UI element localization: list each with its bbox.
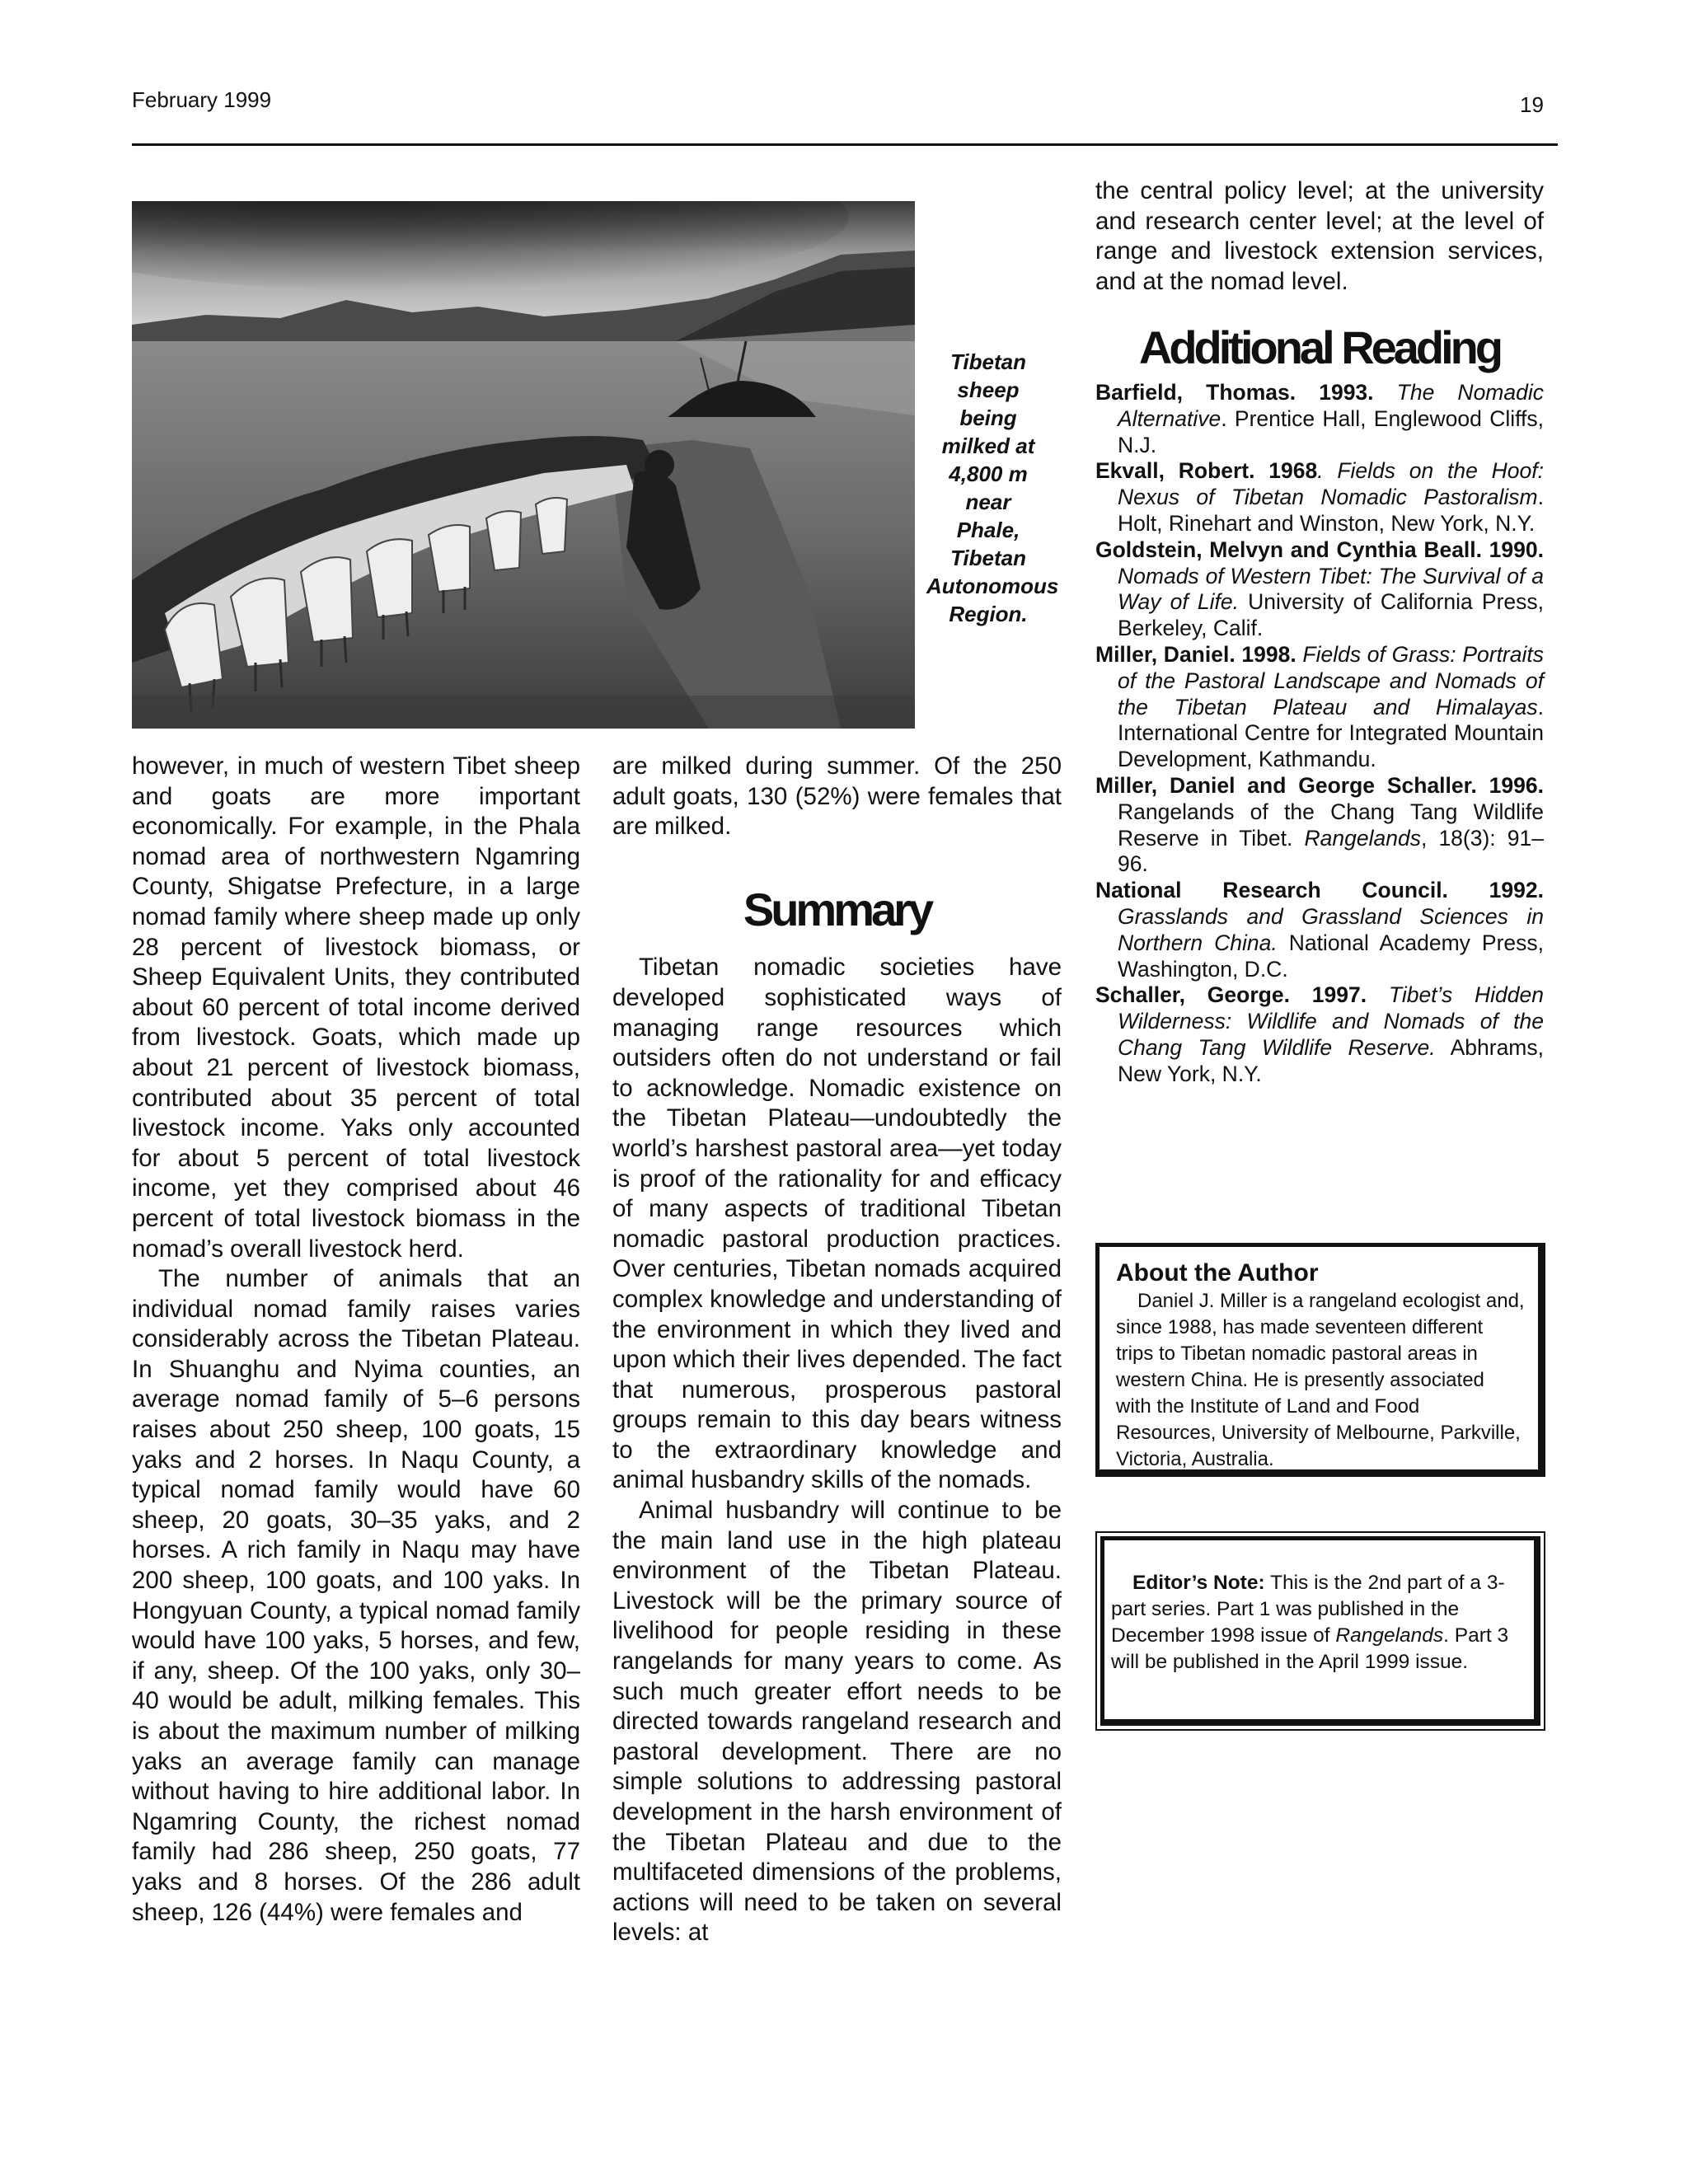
caption-line: 4,800 m near: [949, 462, 1028, 514]
col2-paragraph-1: are milked during summer. Of the 250 adult goats, 130 (52%) were females that are milked.: [612, 752, 1062, 841]
ref-details: . Prentice Hall, Englewood Cliffs, N.J.: [1118, 405, 1544, 457]
ref-details: National Academy Press, Washington, D.C.: [1118, 930, 1544, 982]
reference-list: [1095, 380, 1544, 1088]
ref-author: Barfield, Thomas. 1993.: [1095, 379, 1374, 405]
col2-paragraph-2: Tibetan nomadic societies have developed sophisticated ways of managing range resources which outsiders often do not understand or fail to acknowledge. Nomadic existence on the Tibetan Plateau—undoubtedly the world’s harshest pastoral area—yet today is proof of the rationality for and efficacy of many aspects of traditional Tibetan nomadic pastoral production practices. Over centuries, Tibetan nomads acquired complex knowledge and understanding of the environment in which they lived and upon which their lives depended. The fact that numerous, prosperous pastoral groups remain to this day bears witness to the extraordinary knowledge and animal husbandry skills of the nomads.: [612, 954, 1062, 1494]
col1-paragraph-1: however, in much of western Tibet sheep and goats are more important economically. For example, in the Phala nomad area of northwestern Ngamring County, Shigatse Prefecture, in a large nomad family where sheep made up only 28 percent of livestock biomass, or Sheep Equivalent Units, they contributed about 60 percent of total income derived from livestock. Goats, which made up about 21 percent of livestock biomass, contributed about 35 percent of total livestock income. Yaks only accounted for about 5 percent of total livestock income, yet they comprised about 46 percent of total livestock biomass in the nomad’s overall livestock herd.: [132, 752, 580, 1263]
editor-note-text: [1111, 1570, 1527, 1675]
reference-item: [1095, 773, 1544, 878]
ref-author: Goldstein, Melvyn and Cynthia Beall. 1990.: [1095, 537, 1544, 562]
editor-note-body-a: This is the 2nd part of a 3-part series. Part 1 was published in the December 1998 issue of: [1111, 1572, 1505, 1647]
ref-author: National Research Council. 1992.: [1095, 878, 1544, 903]
col2-paragraph-3: Animal husbandry will continue to be the main land use in the high plateau environment of the Tibetan Plateau. Livestock will be the primary source of livelihood for people residing in these rangelands for many years to come. As such much greater effort needs to be directed towards rangeland research and pastoral development. There are no simple solutions to addressing pastoral development in the harsh environment of the Tibetan Plateau and due to the multifaceted dimensions of the problems, actions will need to be taken on several levels: at: [612, 1497, 1062, 1947]
ref-author: Miller, Daniel and George Schaller. 1996.: [1095, 772, 1544, 798]
issue-date: February 1999: [132, 87, 272, 112]
ref-title: Nomads of Western Tibet: The Survival of a Way of Life.: [1118, 563, 1544, 615]
ref-title: Fields of Grass: Portraits of the Pastoral Landscape and Nomads of the Tibetan Plateau and Himalayas: [1118, 641, 1544, 719]
col3-paragraph-1: the central policy level; at the university and research center level; at the level of range and livestock extension services, and at the nomad level.: [1095, 177, 1544, 295]
ref-details: University of California Press, Berkeley, Calif.: [1118, 589, 1544, 641]
column-3: [1095, 176, 1544, 1087]
ref-title: Grasslands and Grassland Sciences in Northern China.: [1118, 903, 1544, 955]
about-author-box: [1095, 1243, 1545, 1477]
caption-line: Autonomous: [926, 574, 1059, 598]
column-1: [132, 752, 580, 1928]
ref-details: . International Centre for Integrated Mountain Development, Kathmandu.: [1118, 694, 1544, 772]
caption-line: Region.: [949, 602, 1028, 626]
reference-item: [1095, 878, 1544, 982]
caption-line: Tibetan: [950, 546, 1026, 570]
about-author-text: Daniel J. Miller is a rangeland ecologist and, since 1988, has made seventeen different trips to Tibetan nomadic pastoral areas in western China. He is presently associated with the Institute of Land and Food Resources, University of Melbourne, Parkville, Victoria, Australia.: [1116, 1290, 1525, 1470]
tibetan-sheep-photo: [132, 201, 915, 729]
ref-title: The Nomadic Alternative: [1118, 379, 1544, 431]
ref-article: Rangelands of the Chang Tang Wildlife Reserve in Tibet.: [1118, 799, 1544, 851]
ref-author: Ekvall, Robert. 1968: [1095, 458, 1318, 484]
additional-reading-heading: Additional Reading: [1138, 321, 1501, 374]
reference-item: [1095, 982, 1544, 1087]
ref-details: Abhrams, New York, N.Y.: [1118, 1034, 1544, 1086]
ref-title: Rangelands: [1304, 825, 1421, 851]
ref-details: , 18(3): 91–96.: [1118, 825, 1545, 877]
column-2: [612, 752, 1062, 1948]
caption-line: sheep being: [957, 377, 1020, 430]
editor-note-label: Editor’s Note:: [1132, 1572, 1265, 1594]
editor-note-frame: [1095, 1531, 1545, 1731]
ref-author: Miller, Daniel. 1998.: [1095, 641, 1296, 667]
summary-heading: Summary: [743, 883, 931, 935]
caption-line: milked at: [941, 434, 1035, 458]
caption-line: Tibetan: [950, 349, 1026, 374]
photo-caption: [926, 348, 1059, 628]
ref-author: Schaller, George. 1997.: [1095, 982, 1367, 1008]
reference-item: [1095, 642, 1544, 773]
ref-title: Tibet’s Hidden Wilderness: Wildlife and Nomads of the Chang Tang Wildlife Reserve.: [1118, 982, 1544, 1060]
col1-paragraph-2: The number of animals that an individual nomad family raises varies considerably across the Tibetan Plateau. In Shuanghu and Nyima counties, an average nomad family of 5–6 persons raises about 250 sheep, 100 goats, 15 yaks and 2 horses. In Naqu County, a typical nomad family would have 60 sheep, 20 goats, 30–35 yaks, and 2 horses. A rich family in Naqu may have 200 sheep, 100 goats, and 100 yaks. In Hongyuan County, a typical nomad family would have 100 yaks, 5 horses, and few, if any, sheep. Of the 100 yaks, only 30–40 would be adult, milking females. This is about the maximum number of milking yaks an average family can manage without having to hire additional labor. In Ngamring County, the richest nomad family had 286 sheep, 250 goats, 77 yaks and 8 horses. Of the 286 adult sheep, 126 (44%) were females and: [132, 1265, 580, 1926]
header-rule: [132, 143, 1558, 146]
photo: [132, 201, 915, 729]
reference-item: [1095, 380, 1544, 458]
editor-note-box: [1100, 1536, 1540, 1726]
ref-details: . Holt, Rinehart and Winston, New York, N.Y.: [1118, 485, 1544, 536]
reference-item: [1095, 537, 1544, 642]
about-author-heading: About the Author: [1116, 1259, 1319, 1286]
page-number: 19: [1520, 92, 1544, 117]
ref-title: . Fields on the Hoof: Nexus of Tibetan Nomadic Pastoralism: [1118, 458, 1544, 510]
editor-note-body-b: . Part 3 will be published in the April 1999 issue.: [1111, 1624, 1509, 1673]
reference-item: [1095, 458, 1544, 537]
caption-line: Phale,: [956, 518, 1020, 542]
editor-note-journal: Rangelands: [1335, 1624, 1444, 1647]
